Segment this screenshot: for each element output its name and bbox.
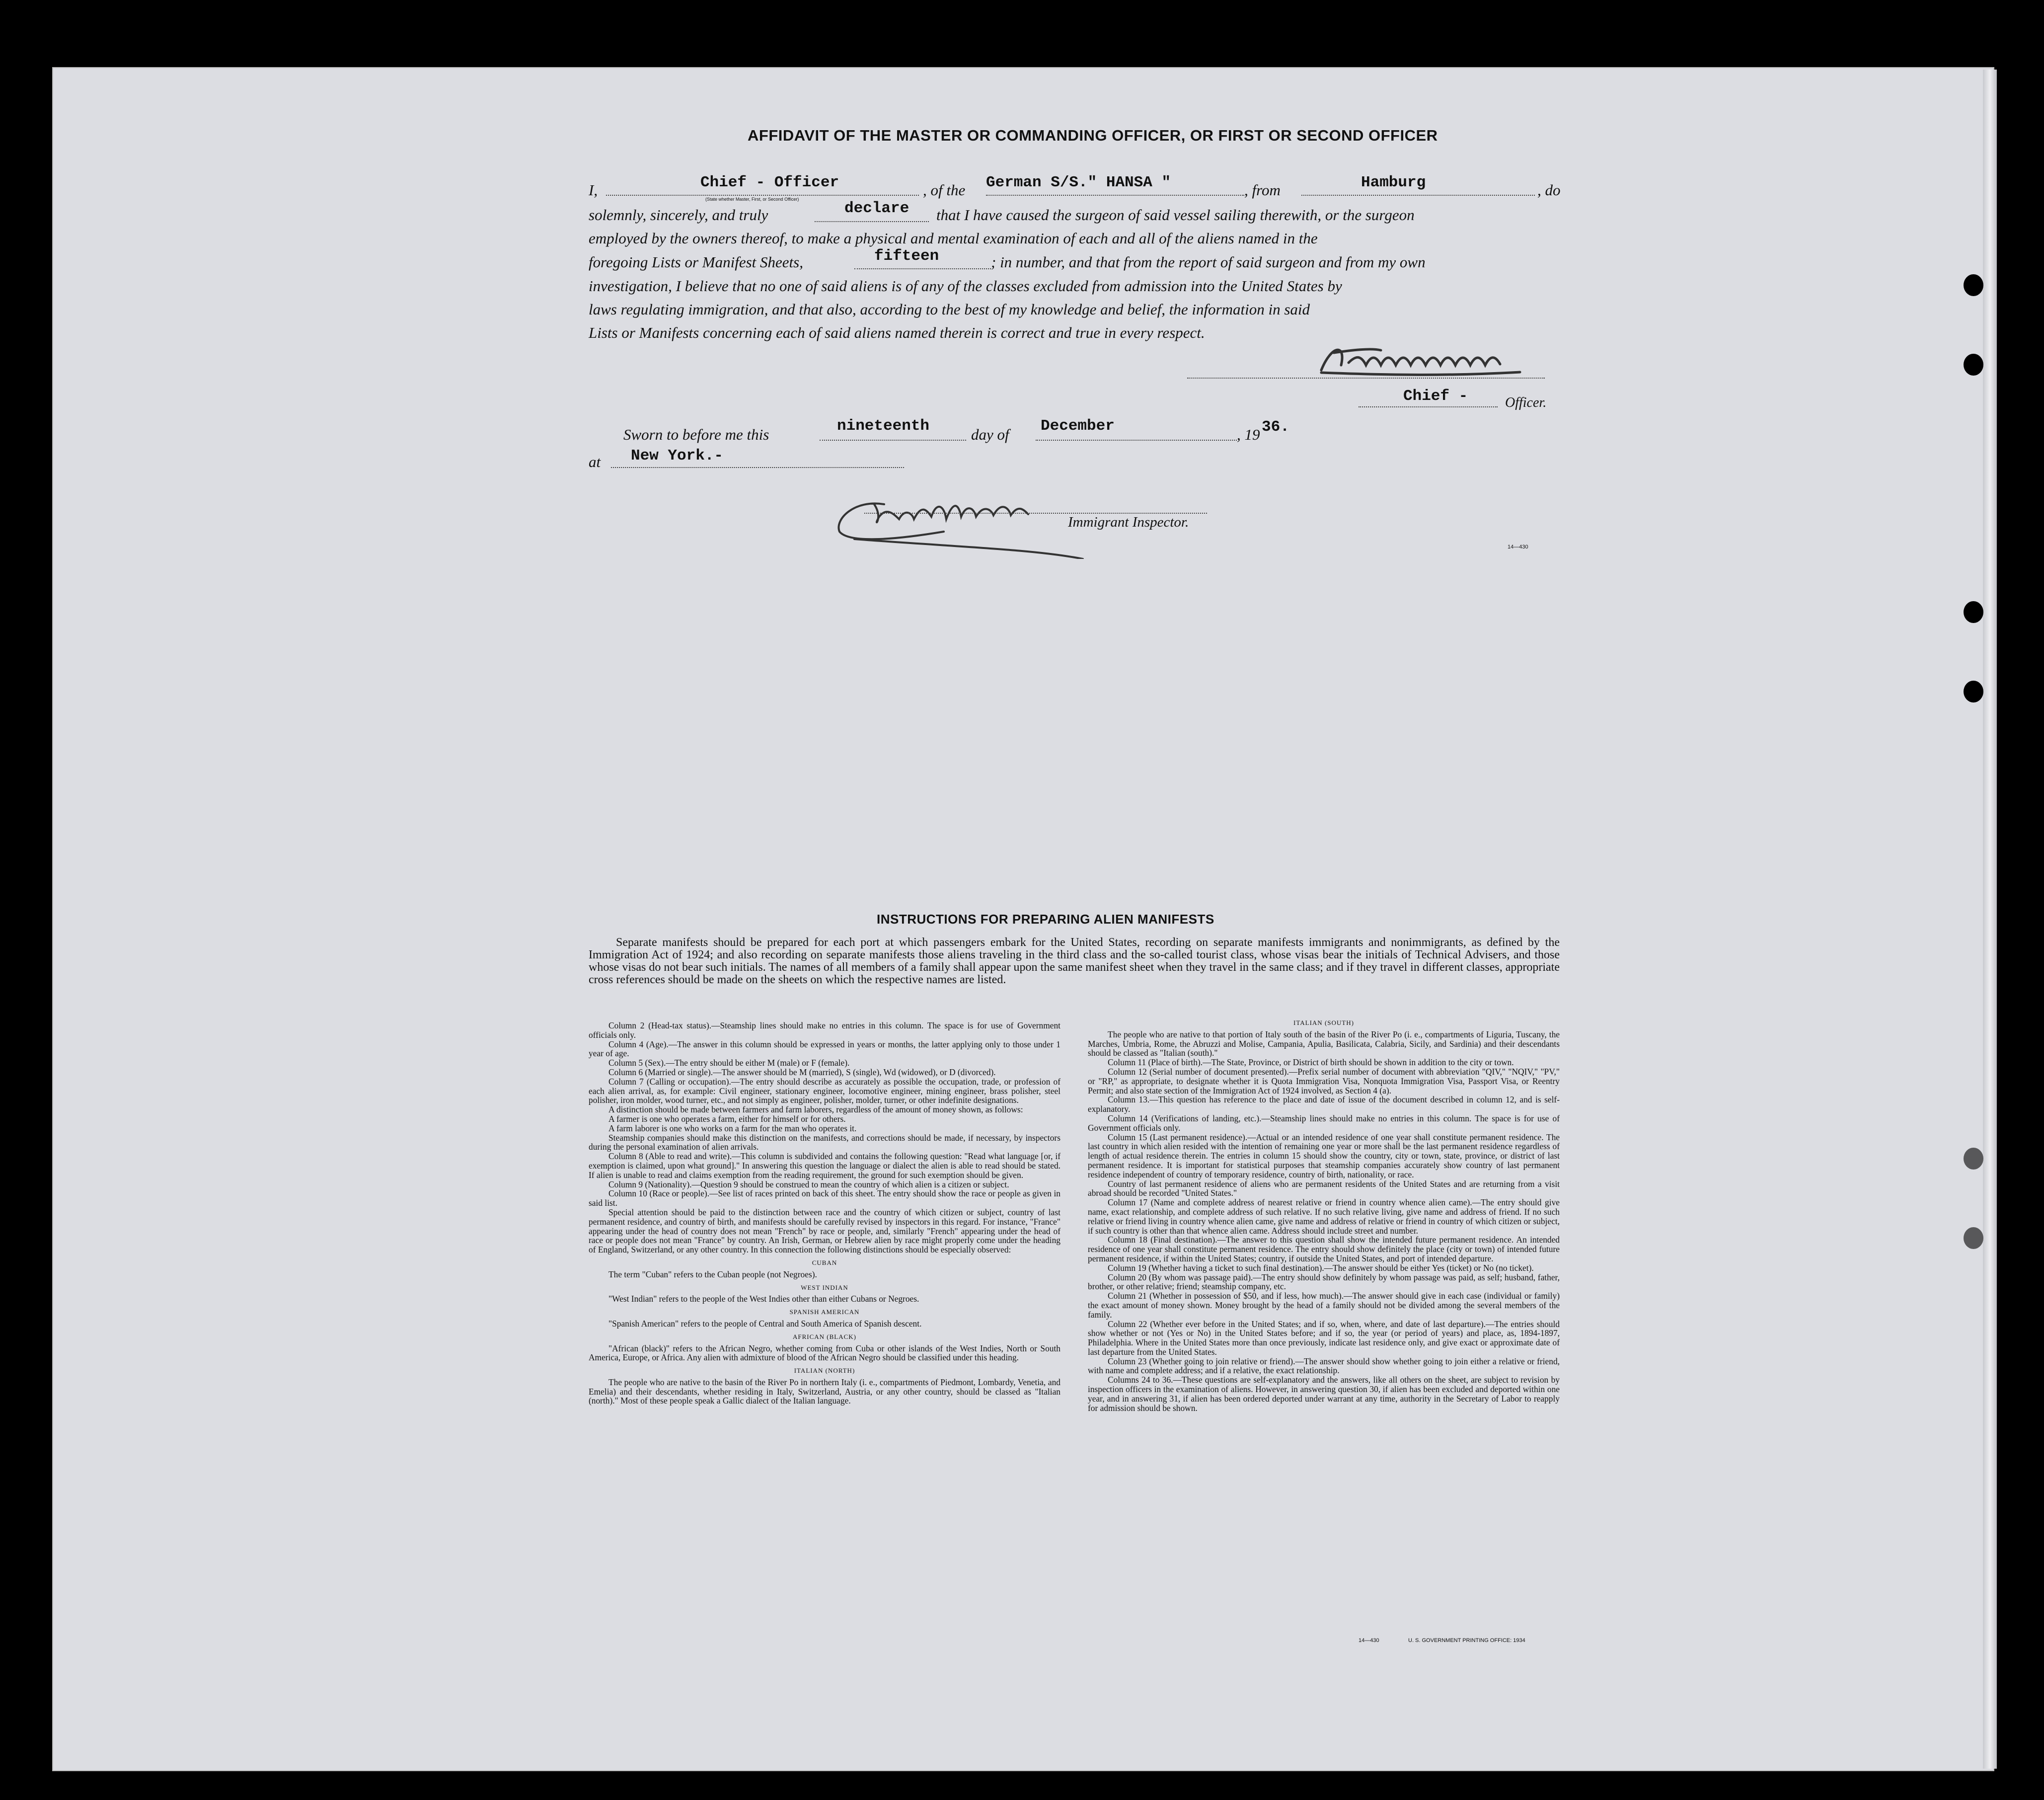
affidavit-text: investigation, I believe that no one of said aliens is of any of the classes excluded from admission into the United States by [589,277,1342,295]
instruction-paragraph: Column 11 (Place of birth).—The State, Province, or District of birth should be shown in addition to the city or town. [1108,1057,1514,1068]
footer-form-number: 14—430 [1359,1638,1379,1643]
officer-rank-typed: Chief - [1403,388,1468,405]
instruction-paragraph: A farm laborer is one who works on a farm for the man who operates it. [608,1123,857,1133]
sworn-month-line [1036,440,1237,441]
instruction-paragraph: Country of last permanent residence of aliens who are permanent residents of the United States and are returning from a visit abroad should be recorded "United States." [1088,1178,1560,1198]
instruction-paragraph: Column 19 (Whether having a ticket to such final destination).—The answer should be either Yes (ticket) or No (no ticket). [1108,1262,1534,1273]
sworn-text: Sworn to before me this [623,426,769,443]
punch-hole [1964,1227,1983,1249]
sworn-day-field: nineteenth [837,417,930,435]
punch-hole [1964,274,1983,296]
instruction-paragraph: The people who are native to the basin of the River Po in northern Italy (i. e., compartments of Piedmont, Lombardy, Venetia, and Emelia) and their descendants, whether residing in Italy, Switzerland, Austria, or any other country, should be classed as "Italian (north)." Most of these people speak a Gallic dialect of the Italian language. [589,1377,1060,1406]
punch-hole [1964,354,1983,376]
port-field: Hamburg [1361,174,1426,191]
inspector-signature-line [864,513,1207,514]
instruction-paragraph: Column 4 (Age).—The answer in this column should be expressed in years or months, the latter applying only to those under 1 year of age. [589,1039,1060,1059]
instruction-paragraph: The people who are native to that portion of Italy south of the basin of the River Po (i. e., compartments of Liguria, Tuscany, the Marches, Umbria, Rome, the Abruzzi and Molise, Campania, Apulia, Basilicata, Calabria, Sicily, and Sardinia) and their descendants should be classed as "Italian (south)." [1088,1029,1560,1058]
affidavit-text: employed by the owners thereof, to make a physical and mental examination of each and all of the aliens named in the [589,230,1318,247]
officer-signature [1311,335,1530,383]
instruction-paragraph: Columns 24 to 36.—These questions are self-explanatory and the answers, like all others on the sheet, are subject to revision by inspection officers in the examination of aliens. However, in answering question 30, if alien has been excluded and deported within one year, and in answering 31, if alien has been ordered deported under warrant at any time, authority in the Secretary of Labor to reapply for admission should be shown. [1088,1375,1560,1413]
section-heading: ITALIAN (NORTH) [794,1367,855,1375]
affidavit-text: ; in number, and that from the report of said surgeon and from my own [991,253,1426,271]
at-label: at [589,453,601,470]
affidavit-text: laws regulating immigration, and that also, according to the best of my knowledge and belief, the information in said [589,301,1310,318]
officer-rank-line [1359,406,1498,407]
declare-field-line [815,221,929,222]
instruction-paragraph: Column 23 (Whether going to join relative or friend).—The answer should show whether going to join either a relative or friend, with name and complete address; and if a relative, the exact relationship. [1088,1356,1560,1376]
instruction-paragraph: "African (black)" refers to the African Negro, whether coming from Cuba or other islands of the West Indies, North or South America, Europe, or Africa. Any alien with admixture of blood of the African Negro should be classified under this heading. [589,1343,1060,1363]
footer-gpo: U. S. GOVERNMENT PRINTING OFFICE: 1934 [1408,1638,1525,1643]
port-field-line [1301,195,1535,196]
instructions-right-column [1088,1018,1560,1412]
section-heading: CUBAN [812,1258,837,1266]
instructions-intro: Separate manifests should be prepared for each port at which passengers embark for the United States, recording on separate manifests immigrants and nonimmigrants, as defined by the Immigration Act of 1924; and also recording on separate manifests those aliens traveling in the third class and the so-called tourist class, whose visas bear the initials of Technical Advisers, and those whose visas do not bear such initials. The names of all members of a family shall appear upon the same manifest sheet when they travel in the same class; and if they travel in different classes, appropriate cross references should be made on the sheets on which the respective names are listed. [589,936,1560,986]
instruction-paragraph: Column 17 (Name and complete address of nearest relative or friend in country whence alien came).—The entry should give name, exact relationship, and complete address of such relative. If no such relative living, give name and address of friend. If no such relative or friend living in country whence alien came, give name and address of relative or friend in country of which citizen or subject, if such country is other than that whence alien came. Address should include street and number. [1088,1197,1560,1236]
instruction-paragraph: Column 8 (Able to read and write).—This column is subdivided and contains the following question: "Read what language [or, if exemption is claimed, upon what ground]." In answering this question the language or dialect the alien is able to read should be stated. If alien is unable to read and claims exemption from the reading requirement, the ground for such exemption should be given. [589,1151,1060,1180]
officer-field: Chief - Officer [700,174,839,191]
punch-hole [1964,601,1983,623]
affidavit-text: I, [589,181,598,199]
declare-field: declare [844,200,909,217]
affidavit-title: AFFIDAVIT OF THE MASTER OR COMMANDING OFFICER, OR FIRST OR SECOND OFFICER [748,127,1438,144]
instruction-paragraph: Column 6 (Married or single).—The answer should be M (married), S (single), Wd (widowed), or D (divorced). [608,1067,996,1077]
vessel-field: German S/S." HANSA " [986,174,1171,191]
instruction-paragraph: A distinction should be made between farmers and farm laborers, regardless of the amount of money shown, as follows: [608,1104,1023,1115]
section-heading: AFRICAN (BLACK) [792,1332,857,1340]
affidavit-text: foregoing Lists or Manifest Sheets, [589,253,803,271]
instruction-paragraph: Column 15 (Last permanent residence).—Actual or an intended residence of one year shall constitute permanent residence. The last country in which alien resided with the intention of remaining one year or more shall be the last permanent residence regardless of length of actual residence therein. The entries in column 15 should show the country, city or town, state, province, or district of last permanent residence. It is important for statistical purposes that steamship companies accurately show country of last permanent residence independent of country of temporary residence, country of birth, nationality, or race. [1088,1132,1560,1179]
instruction-paragraph: Column 18 (Final destination).—The answer to this question shall show the intended future permanent residence. An intended residence of one year shall constitute permanent residence. The entry should show definitely the place (city or town) of intended future permanent residence, if within the United States; country, if outside the United States, and port of intended departure. [1088,1235,1560,1263]
instruction-paragraph: "West Indian" refers to the people of the West Indies other than either Cubans or Negroes. [608,1294,919,1304]
instructions-title: INSTRUCTIONS FOR PREPARING ALIEN MANIFESTS [877,912,1214,927]
officer-rank-printed: Officer. [1505,395,1547,410]
form-number: 14—430 [1508,544,1528,550]
instruction-paragraph: A farmer is one who operates a farm, either for himself or for others. [608,1113,846,1124]
section-heading: ITALIAN (SOUTH) [1293,1019,1354,1026]
officer-signature-line [1187,378,1545,379]
officer-field-line [606,195,919,196]
instruction-paragraph: Column 5 (Sex).—The entry should be either M (male) or F (female). [608,1058,850,1068]
vessel-field-line [986,195,1244,196]
sworn-day-line [820,440,966,441]
affidavit-text: , do [1537,181,1561,199]
sworn-text: day of [971,426,1009,443]
affidavit-text: , of the [923,181,966,199]
instruction-paragraph: Column 9 (Nationality).—Question 9 should be construed to mean the country of which alien is a citizen or subject. [608,1179,1009,1189]
instruction-paragraph: Column 21 (Whether in possession of $50, and if less, how much).—The answer should give in each case (individual or family) the exact amount of money shown. Money brought by the head of a family should not be divided among the several members of the family. [1088,1291,1560,1320]
instruction-paragraph: Column 20 (By whom was passage paid).—The entry should show definitely by whom passage was paid, as self; husband, father, brother, or other relative; friend; steamship company, etc. [1088,1272,1560,1292]
instruction-paragraph: Column 7 (Calling or occupation).—The entry should describe as accurately as possible the occupation, trade, or profession of each alien arrival, as, for example: Civil engineer, stationary engineer, locomotive engineer, mining engineer, brass polisher, steel polisher, iron molder, wood turner, etc., and not simply as engineer, polisher, molder, turner, or other indefinite designations. [589,1076,1060,1105]
section-heading: WEST INDIAN [801,1283,848,1291]
sheets-field: fifteen [874,247,939,265]
sworn-month-field: December [1041,417,1115,435]
at-field: New York.- [631,447,724,465]
sheets-field-line [854,268,991,269]
punch-hole [1964,1148,1983,1170]
page-edge [1983,70,1997,1769]
officer-field-note: (State whether Master, First, or Second Officer) [705,197,799,202]
instruction-paragraph: Steamship companies should make this distinction on the manifests, and corrections should be made, if necessary, by inspectors during the personal examination of alien arrivals. [589,1132,1060,1152]
inspector-label: Immigrant Inspector. [1068,514,1189,530]
instruction-paragraph: Column 22 (Whether ever before in the United States; and if so, when, where, and date of last departure).—The entries should show whether or not (Yes or No) in the United States before; and if so, the year (or period of years) and place, as, 1894-1897, Philadelphia. Where in the United States more than once previously, indicate last residence only, and give exact or approximate date of last departure from the United States. [1088,1319,1560,1357]
affidavit-text: Lists or Manifests concerning each of said aliens named therein is correct and true in every respect. [589,324,1205,341]
instruction-paragraph: Column 2 (Head-tax status).—Steamship lines should make no entries in this column. The space is for use of Government officials only. [589,1020,1060,1040]
instruction-paragraph: "Spanish American" refers to the people of Central and South America of Spanish descent. [608,1318,922,1329]
instruction-paragraph: The term "Cuban" refers to the Cuban people (not Negroes). [608,1269,817,1279]
punch-hole [1964,681,1983,703]
sworn-text: , 19 [1237,426,1260,443]
instruction-paragraph: Column 14 (Verifications of landing, etc.).—Steamship lines should make no entries in this column. The space is for use of Government officials only. [1088,1113,1560,1133]
instruction-paragraph: Special attention should be paid to the distinction between race and the country of which citizen or subject, country of last permanent residence, and country of birth, and manifests should be carefully revised by inspectors in this regard. For instance, "France" appearing under the head of country does not mean "French" by race or people, and, similarly "French" appearing under the head of race or people does not mean "France" by country. An Irish, German, or Hebrew alien by race might properly come under the heading of England, Switzerland, or any other country. In this connection the following distinctions should be especially observed: [589,1207,1060,1255]
instruction-paragraph: Column 10 (Race or people).—See list of races printed on back of this sheet. The entry should show the race or people as given in said list. [589,1188,1060,1208]
at-field-line [611,467,904,468]
affidavit-text: that I have caused the surgeon of said vessel sailing therewith, or the surgeon [936,206,1415,224]
instruction-paragraph: Column 13.—This question has reference to the place and date of issue of the document described in column 12, and is self-explanatory. [1088,1095,1560,1114]
sworn-year-field: 36. [1262,418,1289,436]
affidavit-text: solemnly, sincerely, and truly [589,206,768,224]
affidavit-text: , from [1244,181,1281,199]
instruction-paragraph: Column 12 (Serial number of document presented).—Prefix serial number of document with abbreviation "QIV," "NQIV," "PV," or "RP," as appropriate, to designate whether it is Quota Immigration Visa, Nonquota Immigration Visa, Passport Visa, or Reentry Permit; and also state section of the Immigration Act of 1924 involved, as Section 4 (a). [1088,1066,1560,1096]
section-heading: SPANISH AMERICAN [789,1308,860,1316]
instructions-left-column [589,1021,1060,1406]
